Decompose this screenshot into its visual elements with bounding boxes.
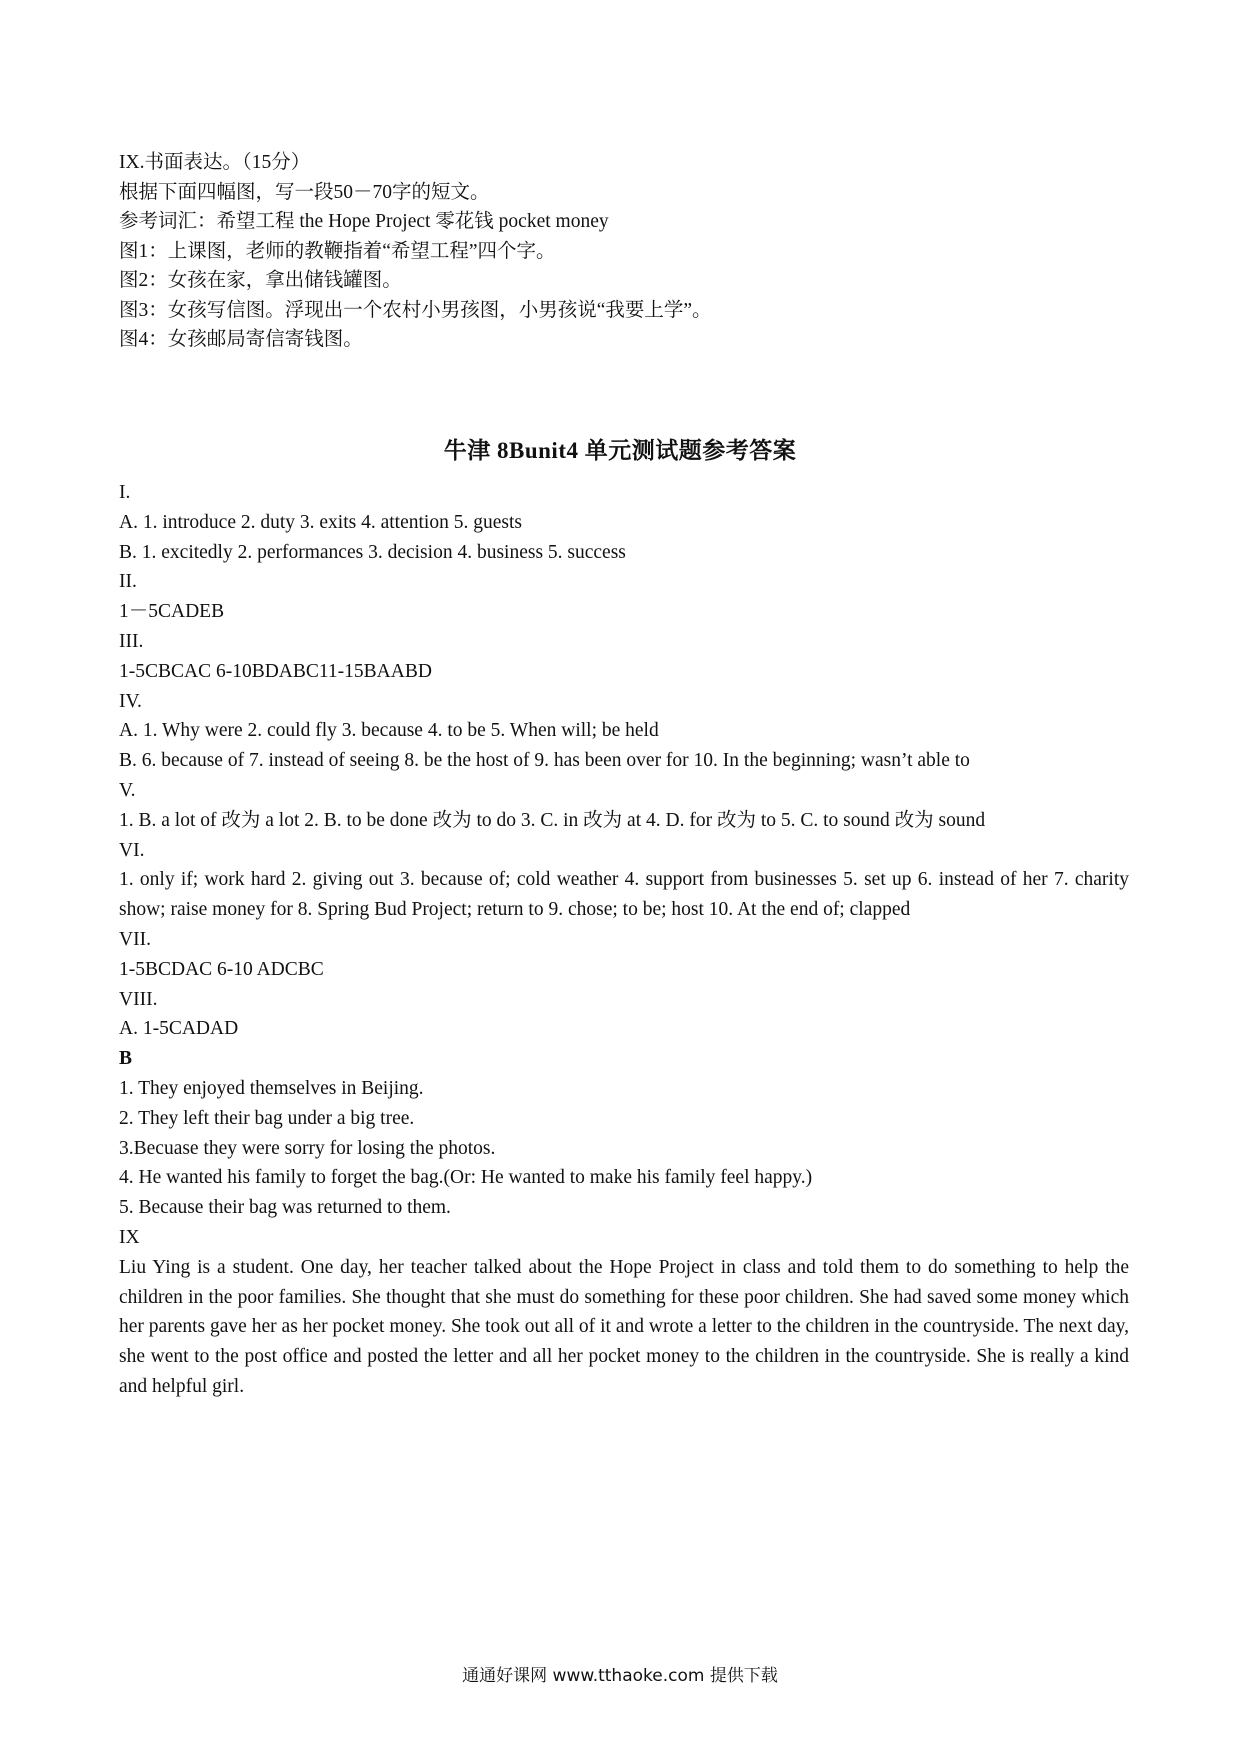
part6-answer: 1. only if; work hard 2. giving out 3. because of; cold weather 4. support from businesses 5. set up 6. instead of her 7. charity show; raise money for 8. Spring Bud Project; return to 9. chose; to be; host 10. At the end of; clapped — [119, 869, 1129, 921]
part8-b-item-3: 3.Becuase they were sorry for losing the photos. — [119, 1137, 496, 1159]
part8-b-heading: B — [119, 1048, 133, 1070]
part9-heading: IX — [119, 1226, 140, 1248]
part4-answer-a: A. 1. Why were 2. could fly 3. because 4. to be 5. When will; be held — [119, 720, 659, 742]
writing-vocab: 参考词汇：希望工程 the Hope Project 零花钱 pocket money — [119, 211, 609, 232]
part4-answer-b: B. 6. because of 7. instead of seeing 8. be the host of 9. has been over for 10. In the beginning; wasn’t able to — [119, 750, 970, 772]
part8-answer-a: A. 1-5CADAD — [119, 1018, 239, 1040]
picture-description-1: 图1：上课图，老师的教鞭指着“希望工程”四个字。 — [119, 240, 556, 262]
writing-section — [119, 148, 1129, 355]
part4-heading: IV. — [119, 690, 142, 712]
picture-description-2: 图2：女孩在家，拿出储钱罐图。 — [119, 270, 402, 291]
part2-heading: II. — [119, 571, 137, 593]
writing-instruction: 根据下面四幅图，写一段50－70字的短文。 — [119, 181, 490, 203]
part6-heading: VI. — [119, 839, 145, 861]
part8-b-item-1: 1. They enjoyed themselves in Beijing. — [119, 1077, 424, 1099]
answer-key — [119, 478, 1129, 1402]
part8-b-item-4: 4. He wanted his family to forget the bag.(Or: He wanted to make his family feel happy.) — [119, 1167, 813, 1189]
picture-description-3: 图3：女孩写信图。浮现出一个农村小男孩图，小男孩说“我要上学”。 — [119, 299, 712, 321]
answer-key-title: 牛津 8Bunit4 单元测试题参考答案 — [443, 438, 797, 463]
part2-answer: 1－5CADEB — [119, 601, 225, 623]
footer-credit: 通通好课网 www.tthaoke.com 提供下载 — [462, 1666, 778, 1686]
part7-heading: VII. — [119, 928, 151, 950]
part3-answer: 1-5CBCAC 6-10BDABC11-15BAABD — [119, 660, 432, 682]
writing-heading: IX.书面表达。（15分） — [119, 152, 311, 173]
part5-heading: V. — [119, 779, 136, 801]
part1-answer-b: B. 1. excitedly 2. performances 3. decision 4. business 5. success — [119, 541, 626, 563]
part1-heading: I. — [119, 482, 131, 503]
part3-heading: III. — [119, 630, 144, 652]
part8-b-item-2: 2. They left their bag under a big tree. — [119, 1107, 415, 1129]
picture-description-4: 图4：女孩邮局寄信寄钱图。 — [119, 329, 363, 350]
part8-b-item-5: 5. Because their bag was returned to them. — [119, 1197, 451, 1219]
part9-essay: Liu Ying is a student. One day, her teacher talked about the Hope Project in class and told them to do something to help the children in the poor families. She thought that she must do something for these poor children. She had saved some money which her parents gave her as her pocket money. She took out all of it and wrote a letter to the children in the countryside. The next day, she went to the post office and posted the letter and all her pocket money to the children in the countryside. She is really a kind and helpful girl. — [119, 1256, 1129, 1397]
part1-answer-a: A. 1. introduce 2. duty 3. exits 4. attention 5. guests — [119, 511, 522, 533]
part8-heading: VIII. — [119, 988, 158, 1010]
part7-answer: 1-5BCDAC 6-10 ADCBC — [119, 958, 324, 980]
part5-answer: 1. B. a lot of 改为 a lot 2. B. to be done 改为 to do 3. C. in 改为 at 4. D. for 改为 to 5. C. to sound 改为 sound — [119, 809, 986, 831]
